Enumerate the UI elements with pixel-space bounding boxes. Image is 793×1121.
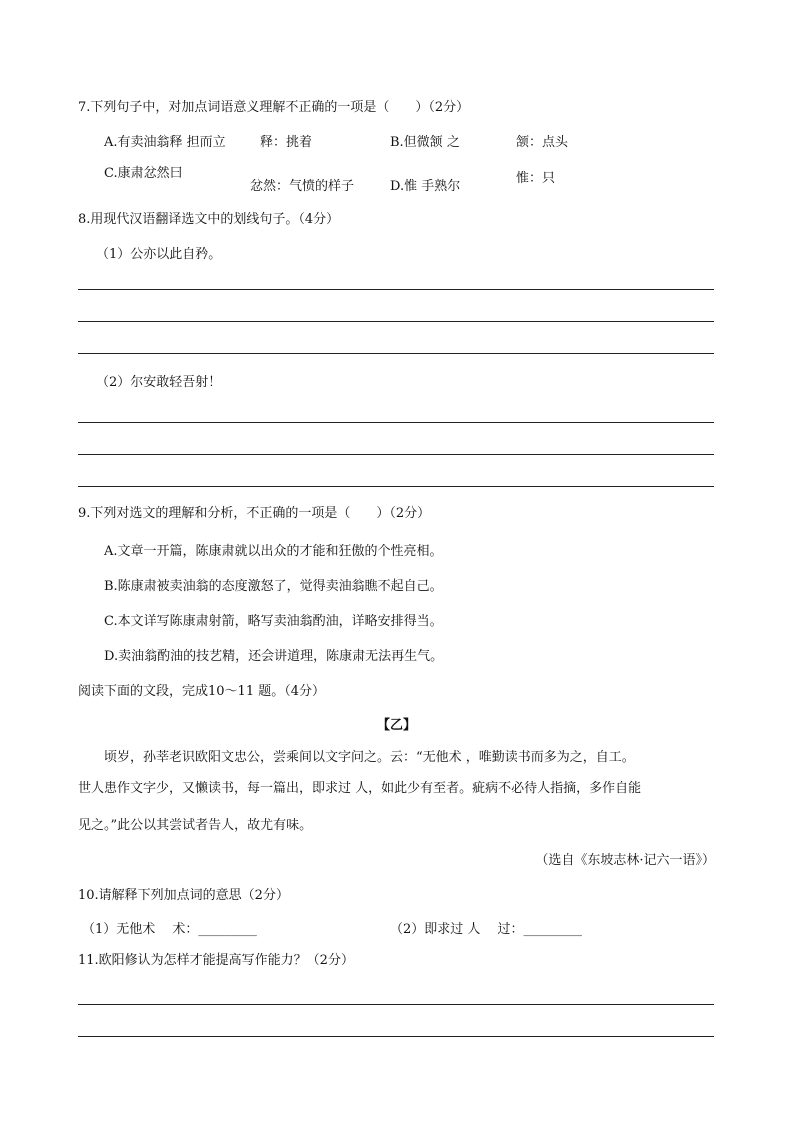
answer-line[interactable]: [78, 1036, 714, 1037]
q9-option-d: D.卖油翁酌油的技艺精，还会讲道理，陈康肃无法再生气。: [104, 649, 444, 664]
answer-line[interactable]: [78, 486, 714, 487]
q10-stem: 10.请解释下列加点词的意思（2分）: [78, 888, 289, 903]
q8-stem: 8.用现代汉语翻译选文中的划线句子。（4分）: [78, 212, 340, 227]
q9-option-c: C.本文详写陈康肃射箭，略写卖油翁酌油，详略安排得当。: [104, 614, 443, 629]
passage-title: 【乙】: [376, 718, 416, 733]
q7-option-c: C.康肃忿然曰: [104, 166, 183, 181]
answer-line[interactable]: [78, 422, 714, 423]
answer-line[interactable]: [78, 353, 714, 354]
passage-line-3: 见之。”此公以其尝试者告人，故尤有味。: [78, 818, 313, 833]
q7-option-b: B.但微颔 之: [390, 135, 460, 150]
q9-option-b: B.陈康肃被卖油翁的态度激怒了，觉得卖油翁瞧不起自己。: [104, 579, 443, 594]
answer-line[interactable]: [78, 1004, 714, 1005]
q10-item-1: （1）无他术 术：_________: [82, 922, 257, 937]
reading-instruction: 阅读下面的文段，完成10～11 题。（4分）: [78, 684, 325, 699]
q11-stem: 11.欧阳修认为怎样才能提高写作能力？（2分）: [78, 953, 354, 968]
passage-source: （选自《东坡志林·记六一语》）: [535, 853, 715, 868]
answer-line[interactable]: [78, 454, 714, 455]
q9-option-a: A.文章一开篇，陈康肃就以出众的才能和狂傲的个性亮相。: [104, 544, 443, 559]
q8-sentence-2: （2）尔安敢轻吾射！: [96, 375, 222, 390]
passage-line-2: 世人患作文字少，又懒读书，每一篇出，即求过 人，如此少有至者。疵病不必待人指摘，多作自能: [78, 781, 642, 796]
q7-option-d: D.惟 手熟尔: [390, 179, 461, 194]
passage-line-1: 顷岁，孙莘老识欧阳文忠公，尝乘间以文字问之。云：“无他术 ，唯勤读书而多为之，自工。: [104, 750, 635, 765]
q9-stem: 9.下列对选文的理解和分析，不正确的一项是（ ）（2分）: [78, 506, 431, 521]
q8-sentence-1: （1）公亦以此自矜。: [96, 247, 222, 262]
q7-option-a-gloss: 释：挑着: [260, 135, 313, 150]
q7-option-b-gloss: 颔：点头: [516, 135, 569, 150]
q7-option-c-gloss: 忿然：气愤的样子: [250, 179, 355, 194]
answer-line[interactable]: [78, 321, 714, 322]
q7-option-d-gloss: 惟：只: [516, 171, 556, 186]
q10-item-2: （2）即求过 人 过：_________: [390, 922, 583, 937]
q7-option-a: A.有卖油翁释 担而立: [104, 135, 226, 150]
answer-line[interactable]: [78, 289, 714, 290]
q7-stem: 7.下列句子中，对加点词语意义理解不正确的一项是（ ）（2分）: [78, 100, 470, 115]
